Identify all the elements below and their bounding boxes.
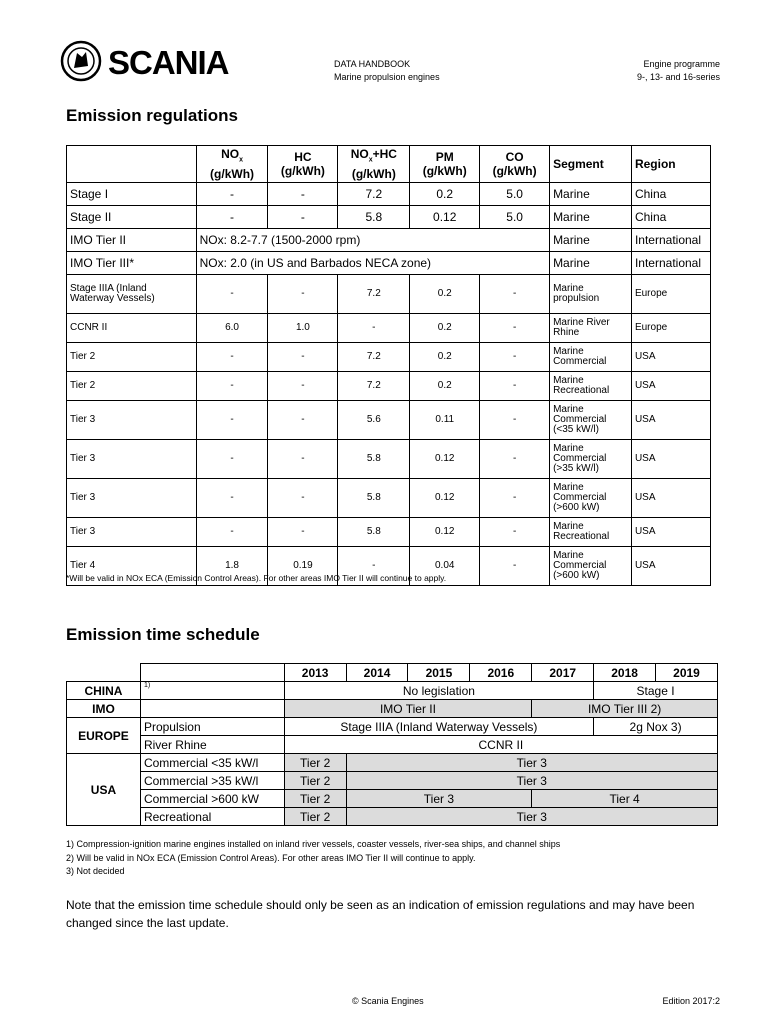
segment-commercial-lt35: Commercial <35 kW/l xyxy=(140,754,284,772)
regulation-row xyxy=(67,401,711,440)
hc-value: 1.0 xyxy=(268,314,338,343)
co-value: 5.0 xyxy=(480,183,550,206)
region-value: USA xyxy=(631,547,710,586)
note-1: 1) Compression-ignition marine engines installed on inland river vessels, coaster vessels, river-sea ships, and channel ships xyxy=(66,839,561,849)
regulation-row xyxy=(67,252,711,275)
usa-tier2: Tier 2 xyxy=(284,790,346,808)
noxhc-value: - xyxy=(338,314,410,343)
segment-value: Marine Recreational xyxy=(550,372,632,401)
region-value: China xyxy=(631,183,710,206)
row-label: Tier 3 xyxy=(67,479,197,518)
regulations-footnote: *Will be valid in NOx ECA (Emission Control Areas). For other areas IMO Tier II will continue to apply. xyxy=(66,573,447,583)
hc-value: - xyxy=(268,275,338,314)
usa-tier3: Tier 3 xyxy=(346,772,717,790)
col-header-co: CO (g/kWh) xyxy=(480,146,550,183)
pm-value: 0.12 xyxy=(410,518,480,547)
col-header-noxhc: $NO_x+HC$ (g/kWh) xyxy=(338,146,410,183)
co-value: - xyxy=(480,547,550,586)
segment-value: Marine xyxy=(550,252,632,275)
usa-tier3: Tier 3 xyxy=(346,808,717,826)
row-label: IMO Tier III* xyxy=(67,252,197,275)
regulations-table xyxy=(66,145,711,586)
noxhc-value: 7.2 xyxy=(338,372,410,401)
usa-row-4 xyxy=(67,808,718,826)
noxhc-value: 7.2 xyxy=(338,275,410,314)
year-cell: 2013 xyxy=(284,664,346,682)
pm-value: 0.12 xyxy=(410,440,480,479)
year-row xyxy=(67,664,718,682)
region-value: China xyxy=(631,206,710,229)
segment-value: Marine River Rhine xyxy=(550,314,632,343)
region-value: USA xyxy=(631,440,710,479)
nox-value: - xyxy=(196,518,268,547)
co-value: - xyxy=(480,401,550,440)
co-value: - xyxy=(480,372,550,401)
segment-commercial-600: Commercial >600 kW xyxy=(140,790,284,808)
europe-propulsion-row xyxy=(67,718,718,736)
program-title: Engine programme xyxy=(643,59,720,69)
imo-tier2: IMO Tier II xyxy=(284,700,532,718)
noxhc-value: 5.8 xyxy=(338,440,410,479)
nox-value: - xyxy=(196,206,268,229)
pm-value: 0.12 xyxy=(410,479,480,518)
blank-cell xyxy=(67,664,141,682)
year-cell: 2017 xyxy=(532,664,594,682)
segment-value: Marine xyxy=(550,206,632,229)
row-label: Stage I xyxy=(67,183,197,206)
region-value: USA xyxy=(631,401,710,440)
regulation-row xyxy=(67,229,711,252)
disclaimer-paragraph: Note that the emission time schedule should only be seen as an indication of emission regulations and may have been changed since the last update. xyxy=(66,898,695,930)
region-value: USA xyxy=(631,479,710,518)
year-cell: 2019 xyxy=(656,664,718,682)
row-label: IMO Tier II xyxy=(67,229,197,252)
regulation-row xyxy=(67,479,711,518)
imo-row xyxy=(67,700,718,718)
program-header xyxy=(637,58,720,84)
noxhc-value: 5.8 xyxy=(338,479,410,518)
col-header-segment: Segment xyxy=(550,146,632,183)
usa-tier2: Tier 2 xyxy=(284,754,346,772)
hc-value: - xyxy=(268,518,338,547)
blank-cell xyxy=(140,700,284,718)
nox-value: - xyxy=(196,401,268,440)
brand-wordmark: SCANIA xyxy=(108,44,229,81)
nox-value: - xyxy=(196,479,268,518)
segment-value: Marine Recreational xyxy=(550,518,632,547)
pm-value: 0.2 xyxy=(410,314,480,343)
regulation-row xyxy=(67,275,711,314)
co-value: - xyxy=(480,343,550,372)
co-value: - xyxy=(480,440,550,479)
segment-river-rhine: River Rhine xyxy=(140,736,284,754)
imo-tier3: IMO Tier III 2) xyxy=(532,700,718,718)
pm-value: 0.2 xyxy=(410,343,480,372)
usa-tier3: Tier 3 xyxy=(346,754,717,772)
regulation-row xyxy=(67,314,711,343)
row-label: Stage II xyxy=(67,206,197,229)
year-cell: 2016 xyxy=(470,664,532,682)
col-header-pm: PM (g/kWh) xyxy=(410,146,480,183)
row-label: Stage IIIA (Inland Waterway Vessels) xyxy=(67,275,197,314)
pm-value: 0.2 xyxy=(410,183,480,206)
china-stage: Stage I xyxy=(594,682,718,700)
doc-header xyxy=(334,58,440,84)
pm-value: 0.2 xyxy=(410,275,480,314)
note-3: 3) Not decided xyxy=(66,866,125,876)
segment-value: Marine Commercial (>600 kW) xyxy=(550,479,632,518)
row-label: Tier 3 xyxy=(67,518,197,547)
year-cell: 2018 xyxy=(594,664,656,682)
hc-value: - xyxy=(268,183,338,206)
row-label: Tier 4 xyxy=(67,547,197,586)
usa-tier4: Tier 4 xyxy=(532,790,718,808)
pm-value: 0.11 xyxy=(410,401,480,440)
noxhc-value: 5.8 xyxy=(338,518,410,547)
regulation-row xyxy=(67,518,711,547)
hc-value: - xyxy=(268,401,338,440)
edition: Edition 2017:2 xyxy=(662,996,720,1006)
doc-subtitle: Marine propulsion engines xyxy=(334,72,440,82)
nox-value: 6.0 xyxy=(196,314,268,343)
europe-stage3a: Stage IIIA (Inland Waterway Vessels) xyxy=(284,718,593,736)
noxhc-value: 5.6 xyxy=(338,401,410,440)
region-china: CHINA xyxy=(67,682,141,700)
regulation-row xyxy=(67,183,711,206)
schedule-table xyxy=(66,663,718,826)
noxhc-value: 7.2 xyxy=(338,343,410,372)
schedule-notes xyxy=(66,838,560,879)
noxhc-value: 5.8 xyxy=(338,206,410,229)
doc-title: DATA HANDBOOK xyxy=(334,59,411,69)
year-cell: 2015 xyxy=(408,664,470,682)
usa-row-1 xyxy=(67,754,718,772)
region-europe: EUROPE xyxy=(67,718,141,754)
co-value: 5.0 xyxy=(480,206,550,229)
nox-value: - xyxy=(196,343,268,372)
segment-value: Marine Commercial (<35 kW/l) xyxy=(550,401,632,440)
pm-value: 0.2 xyxy=(410,372,480,401)
region-value: USA xyxy=(631,343,710,372)
segment-value: Marine Commercial (>35 kW/l) xyxy=(550,440,632,479)
europe-rhine-row xyxy=(67,736,718,754)
nox-value: - xyxy=(196,372,268,401)
nox-value: - xyxy=(196,183,268,206)
row-label: Tier 2 xyxy=(67,343,197,372)
col-header-hc: HC (g/kWh) xyxy=(268,146,338,183)
note-2: 2) Will be valid in NOx ECA (Emission Control Areas). For other areas IMO Tier II will continue to apply. xyxy=(66,852,476,863)
year-cell: 2014 xyxy=(346,664,408,682)
region-value: Europe xyxy=(631,275,710,314)
usa-row-3 xyxy=(67,790,718,808)
segment-value: Marine Commercial (>600 kW) xyxy=(550,547,632,586)
griffin-emblem-icon xyxy=(60,40,102,82)
china-no-legislation: No legislation xyxy=(284,682,593,700)
china-note: 1) xyxy=(140,682,284,700)
region-value: International xyxy=(631,252,710,275)
segment-value: Marine Commercial xyxy=(550,343,632,372)
regulation-row xyxy=(67,372,711,401)
col-header-nox: $NO_x$ (g/kWh) xyxy=(196,146,268,183)
hc-value: - xyxy=(268,343,338,372)
hc-value: - xyxy=(268,372,338,401)
segment-value: Marine xyxy=(550,183,632,206)
segment-recreational: Recreational xyxy=(140,808,284,826)
co-value: - xyxy=(480,518,550,547)
hc-value: 0.19 xyxy=(268,547,338,586)
region-usa: USA xyxy=(67,754,141,826)
row-label: CCNR II xyxy=(67,314,197,343)
region-value: USA xyxy=(631,518,710,547)
regulation-row xyxy=(67,440,711,479)
copyright: © Scania Engines xyxy=(352,996,424,1006)
regulation-row xyxy=(67,343,711,372)
china-row xyxy=(67,682,718,700)
span-value: NOx: 2.0 (in US and Barbados NECA zone) xyxy=(196,252,549,275)
region-value: USA xyxy=(631,372,710,401)
blank-cell xyxy=(140,664,284,682)
scania-logo xyxy=(60,40,260,84)
pm-value: 0.04 xyxy=(410,547,480,586)
co-value: - xyxy=(480,479,550,518)
noxhc-value: 7.2 xyxy=(338,183,410,206)
row-label: Tier 3 xyxy=(67,440,197,479)
header-blank xyxy=(67,146,197,183)
region-imo: IMO xyxy=(67,700,141,718)
europe-ccnr: CCNR II xyxy=(284,736,717,754)
segment-propulsion: Propulsion xyxy=(140,718,284,736)
segment-commercial-gt35: Commercial >35 kW/l xyxy=(140,772,284,790)
region-value: Europe xyxy=(631,314,710,343)
program-subtitle: 9-, 13- and 16-series xyxy=(636,72,720,82)
regulation-row xyxy=(67,206,711,229)
row-label: Tier 2 xyxy=(67,372,197,401)
usa-tier2: Tier 2 xyxy=(284,808,346,826)
span-value: NOx: 8.2-7.7 (1500-2000 rpm) xyxy=(196,229,549,252)
noxhc-value: - xyxy=(338,547,410,586)
segment-value: Marine propulsion xyxy=(550,275,632,314)
nox-value: - xyxy=(196,275,268,314)
row-label: Tier 3 xyxy=(67,401,197,440)
pm-value: 0.12 xyxy=(410,206,480,229)
co-value: - xyxy=(480,275,550,314)
hc-value: - xyxy=(268,206,338,229)
col-header-region: Region xyxy=(631,146,710,183)
region-value: International xyxy=(631,229,710,252)
co-value: - xyxy=(480,314,550,343)
hc-value: - xyxy=(268,440,338,479)
europe-2g-nox: 2g Nox 3) xyxy=(594,718,718,736)
segment-value: Marine xyxy=(550,229,632,252)
usa-row-2 xyxy=(67,772,718,790)
regulations-title: Emission regulations xyxy=(66,106,238,125)
schedule-title: Emission time schedule xyxy=(66,625,260,644)
hc-value: - xyxy=(268,479,338,518)
nox-value: 1.8 xyxy=(196,547,268,586)
usa-tier3: Tier 3 xyxy=(346,790,532,808)
usa-tier2: Tier 2 xyxy=(284,772,346,790)
nox-value: - xyxy=(196,440,268,479)
